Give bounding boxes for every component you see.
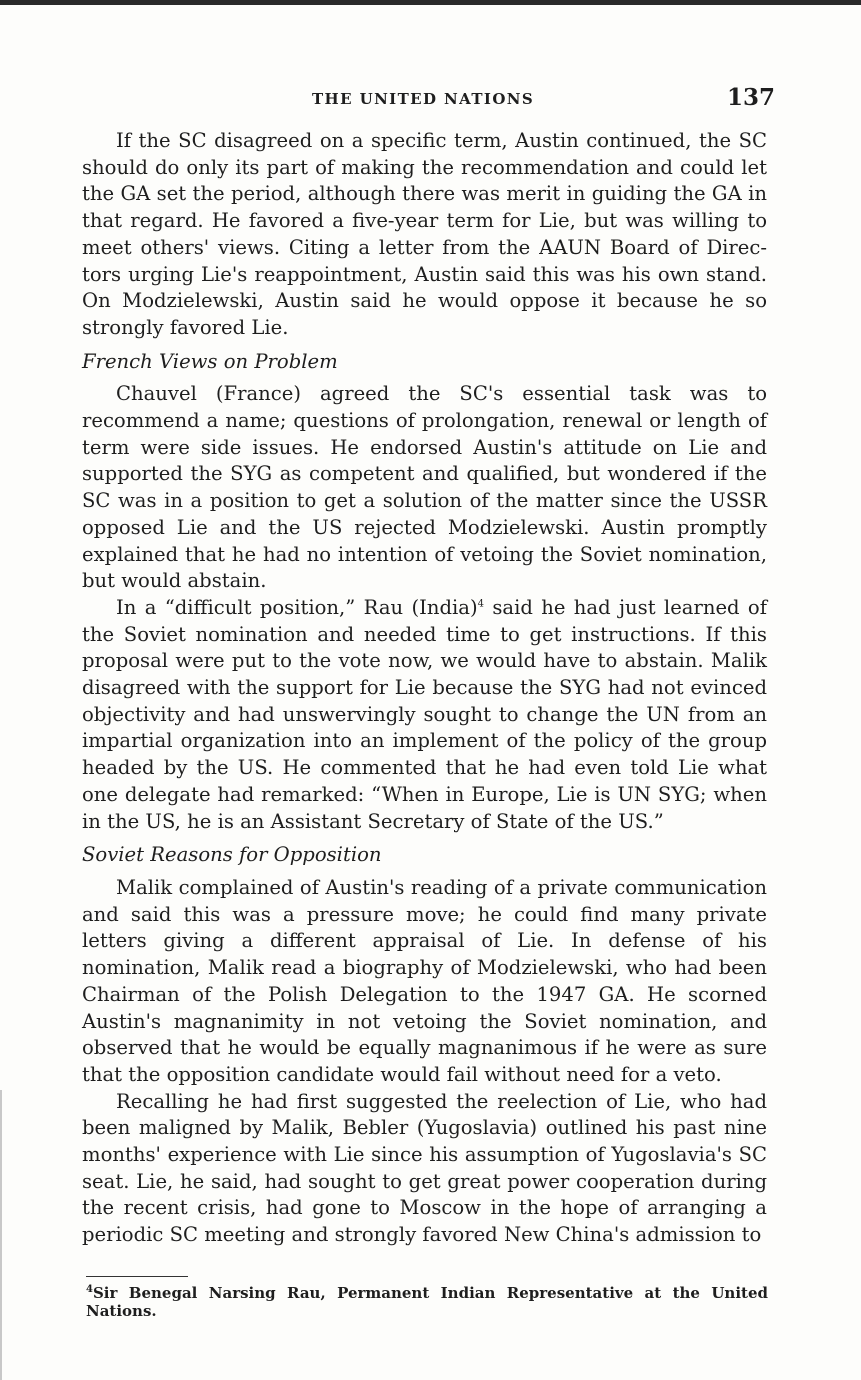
footnote [86, 1284, 768, 1320]
top-edge-rule [0, 0, 861, 5]
running-head [0, 86, 861, 116]
paragraph-rau [82, 595, 767, 835]
paragraph-rau-rest: said he had just learned of the Soviet nomination and needed time to get instructions. If this proposal were put to the vote now, we would have to abstain. Malik disagreed with the support for Lie because the SYG had not evinced objectivity and had unswervingly sought to change the UN from an impartial organization into an implement of the policy of the group headed by the US. He commented that he had even told Lie what one delegate had remarked: “When in Europe, Lie is UN SYG; when in the US, he is an Assistant Secretary of State of the US.” [82, 595, 767, 833]
running-title: THE UNITED NATIONS [312, 90, 535, 108]
footnote-reference: 4 [477, 598, 484, 610]
page-gutter-shadow [0, 1090, 2, 1380]
footnote-mark: 4 [86, 1284, 93, 1295]
page-number: 137 [727, 84, 776, 111]
paragraph-austin-term: If the SC disagreed on a specific term, Austin continued, the SC should do only its part of making the recommendation and could let the GA set the period, although there was merit in guiding the GA in that regard. He favored a five-year term for Lie, but was willing to meet others' views. Citing a letter from the AAUN Board of Directors urging Lie's reappointment, Austin said this was his own stand. On Modzielewski, Austin said he would oppose it because he so strongly favored Lie. [82, 129, 767, 339]
footnote-rule [86, 1276, 188, 1277]
section-heading-french-views: French Views on Problem [82, 349, 338, 373]
footnote-text: Sir Benegal Narsing Rau, Permanent Indian Representative at the United Nations. [86, 1284, 768, 1320]
body-text [82, 128, 767, 1249]
paragraph-bebler: Recalling he had first suggested the reelection of Lie, who had been maligned by Malik, Bebler (Yugoslavia) outlined his past nine months' experience with Lie since his assumption of Yugoslavia's SC seat. Lie, he said, had sought to get great power cooperation during the recent crisis, had gone to Moscow in the hope of arranging a periodic SC meeting and strongly favored New China's admission to [82, 1089, 767, 1247]
paragraph-malik: Malik complained of Austin's reading of a private communication and said this was a pressure move; he could find many private letters giving a different appraisal of Lie. In defense of his nomination, Malik read a biography of Modzielewski, who had been Chairman of the Polish Delegation to the 1947 GA. He scorned Austin's magnanimity in not vetoing the Soviet nomination, and observed that he would be equally magnanimous if he were as sure that the opposition candidate would fail without need for a veto. [82, 875, 767, 1086]
paragraph-rau-start: In a “difficult position,” Rau (India) [116, 595, 478, 619]
section-heading-soviet-reasons: Soviet Reasons for Opposition [82, 843, 382, 867]
paragraph-chauvel: Chauvel (France) agreed the SC's essential task was to recommend a name; questions of prolongation, renewal or length of term were side issues. He endorsed Austin's attitude on Lie and supported the SYG as competent and qualified, but wondered if the SC was in a position to get a solution of the matter since the USSR opposed Lie and the US rejected Modzielewski. Austin promptly explained that he had no intention of vetoing the Soviet nomination, but would abstain. [82, 382, 767, 593]
